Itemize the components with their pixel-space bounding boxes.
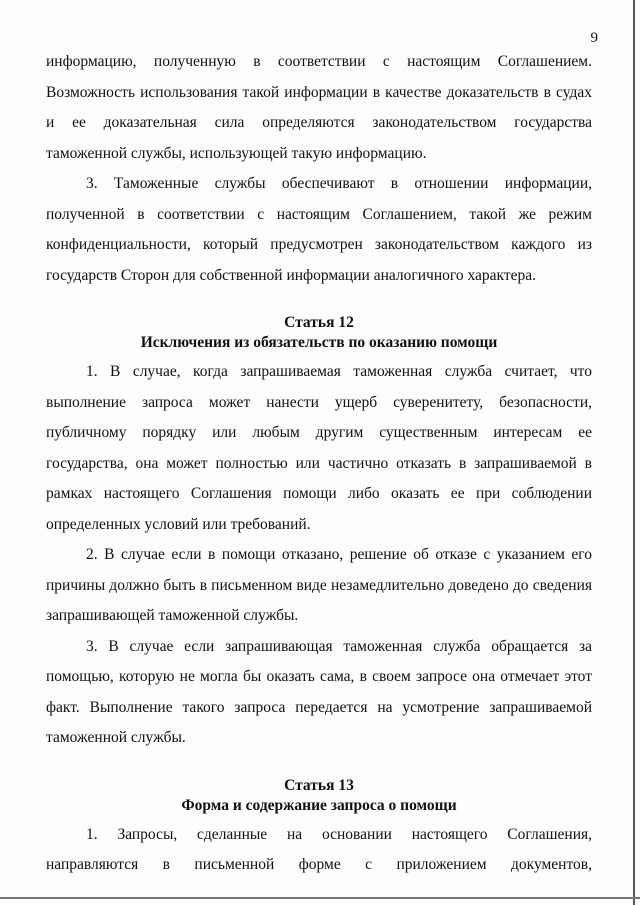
article-12-paragraph-1: 1. В случае, когда запрашиваемая таможенная служба считает, что выполнение запроса может нанести ущерб суверенитету, безопасности, публичному порядку или любым другим существенным интересам ее государства, она может полностью или частично отказать в запрашиваемой в рамках настоящего Соглашения помощи либо оказать ее при соблюдении определенных условий или требований. <box>46 363 592 533</box>
article-13-paragraph-1: 1. Запросы, сделанные на основании настоящего Соглашения, направляются в письменной форме с приложением документов, <box>46 825 592 873</box>
paragraph-continuation: информацию, полученную в соответствии с настоящим Соглашением. Возможность использования такой информации в качестве доказательств в судах и ее доказательная сила определяются законодательством государства таможенной службы, использующей такую информацию. <box>46 53 592 162</box>
article-13-title: Форма и содержание запроса о помощи <box>181 796 457 814</box>
article-12-paragraph-2: 2. В случае если в помощи отказано, решение об отказе с указанием его причины должно быть в письменном виде незамедлительно доведено до сведения запрашивающей таможенной службы. <box>46 546 592 624</box>
article-12-title: Исключения из обязательств по оказанию помощи <box>140 334 498 351</box>
article-12-paragraph-3: 3. В случае если запрашивающая таможенная служба обращается за помощью, которую не могла бы оказать сама, в своем запросе она отмечает этот факт. Выполнение такого запроса передается на усмотрение запрашиваемой таможенной службы. <box>46 637 592 746</box>
section-gap <box>46 754 592 776</box>
document-body <box>46 47 592 881</box>
article-13-number: Статья 13 <box>284 776 354 794</box>
section-gap <box>46 291 592 313</box>
page-edge-right <box>633 0 635 905</box>
paragraph-item-3: 3. Таможенные службы обеспечивают в отношении информации, полученной в соответствии с настоящим Соглашением, такой же режим конфиденциальности, который предусмотрен законодательством каждого из государств Сторон для собственной информации аналогичного характера. <box>46 175 592 284</box>
page-number: 9 <box>590 30 598 46</box>
article-12-number: Статья 12 <box>284 314 354 331</box>
page-edge-bottom <box>0 897 640 899</box>
